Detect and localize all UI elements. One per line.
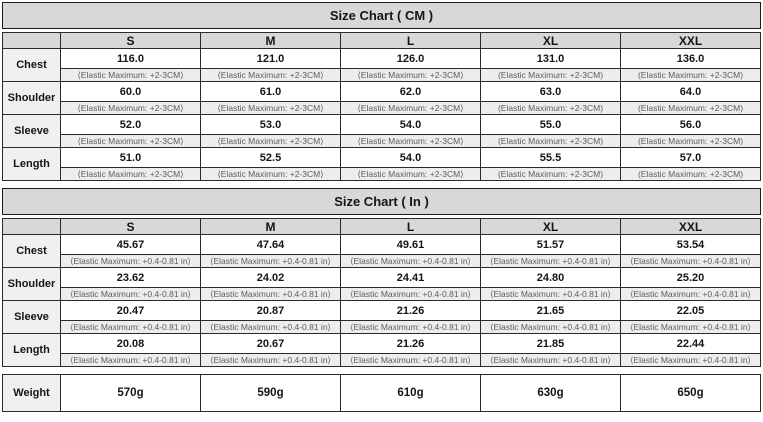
table-row-length — [3, 148, 761, 168]
note-row-shoulder — [3, 288, 761, 301]
elastic-note: ⟨Elastic Maximum: +0.4-0.81 in⟩ — [61, 255, 201, 268]
note-row-chest — [3, 255, 761, 268]
elastic-note: ⟨Elastic Maximum: +2-3CM⟩ — [61, 168, 201, 181]
value-cell: 24.80 — [481, 268, 621, 288]
elastic-note: (Elastic Maximum: +2-3CM) — [481, 135, 621, 148]
weight-value: 630g — [481, 375, 621, 412]
size-header-row — [3, 33, 761, 49]
elastic-note: ⟨Elastic Maximum: +0.4-0.81 in⟩ — [481, 354, 621, 367]
value-cell: 53.54 — [621, 235, 761, 255]
elastic-note: ⟨Elastic Maximum: +0.4-0.81 in⟩ — [201, 288, 341, 301]
elastic-note: ⟨Elastic Maximum: +0.4-0.81 in⟩ — [621, 321, 761, 334]
value-cell: 52.0 — [61, 115, 201, 135]
value-cell: 53.0 — [201, 115, 341, 135]
table-row-length — [3, 334, 761, 354]
elastic-note: ⟨Elastic Maximum: +0.4-0.81 in⟩ — [61, 354, 201, 367]
elastic-note: (Elastic Maximum: +2-3CM) — [481, 69, 621, 82]
elastic-note: ⟨Elastic Maximum: +0.4-0.81 in⟩ — [201, 354, 341, 367]
elastic-note: ⟨Elastic Maximum: +0.4-0.81 in⟩ — [61, 321, 201, 334]
value-cell: 49.61 — [341, 235, 481, 255]
row-label-chest: Chest — [3, 235, 61, 268]
value-cell: 55.0 — [481, 115, 621, 135]
elastic-note: (Elastic Maximum: +2-3CM) — [481, 168, 621, 181]
elastic-note: ⟨Elastic Maximum: +0.4-0.81 in⟩ — [201, 321, 341, 334]
weight-value: 610g — [341, 375, 481, 412]
weight-value: 590g — [201, 375, 341, 412]
elastic-note: ⟨Elastic Maximum: +2-3CM⟩ — [341, 135, 481, 148]
elastic-note: ⟨Elastic Maximum: +2-3CM⟩ — [201, 102, 341, 115]
elastic-note: (Elastic Maximum: +2-3CM) — [621, 168, 761, 181]
weight-value: 650g — [621, 375, 761, 412]
value-cell: 55.5 — [481, 148, 621, 168]
value-cell: 61.0 — [201, 82, 341, 102]
elastic-note: ⟨Elastic Maximum: +2-3CM⟩ — [61, 102, 201, 115]
elastic-note: ⟨Elastic Maximum: +2-3CM⟩ — [341, 69, 481, 82]
weight-value: 570g — [61, 375, 201, 412]
size-header-s: S — [61, 33, 201, 49]
note-row-length — [3, 354, 761, 367]
elastic-note: ⟨Elastic Maximum: +2-3CM⟩ — [341, 168, 481, 181]
value-cell: 51.0 — [61, 148, 201, 168]
value-cell: 47.64 — [201, 235, 341, 255]
value-cell: 51.57 — [481, 235, 621, 255]
value-cell: 21.26 — [341, 301, 481, 321]
size-header-xl: XL — [481, 219, 621, 235]
value-cell: 20.08 — [61, 334, 201, 354]
size-header-m: M — [201, 33, 341, 49]
value-cell: 131.0 — [481, 49, 621, 69]
value-cell: 24.41 — [341, 268, 481, 288]
row-label-shoulder: Shoulder — [3, 82, 61, 115]
table-row-shoulder — [3, 268, 761, 288]
value-cell: 64.0 — [621, 82, 761, 102]
size-header-l: L — [341, 33, 481, 49]
elastic-note: (Elastic Maximum: +2-3CM) — [621, 102, 761, 115]
weight-table — [2, 374, 761, 412]
table-row-sleeve — [3, 115, 761, 135]
elastic-note: ⟨Elastic Maximum: +0.4-0.81 in⟩ — [341, 354, 481, 367]
size-chart-cm-table — [2, 32, 761, 181]
value-cell: 63.0 — [481, 82, 621, 102]
note-row-length — [3, 168, 761, 181]
value-cell: 57.0 — [621, 148, 761, 168]
value-cell: 54.0 — [341, 148, 481, 168]
size-header-l: L — [341, 219, 481, 235]
size-chart-in-title: Size Chart ( In ) — [2, 188, 761, 215]
value-cell: 45.67 — [61, 235, 201, 255]
elastic-note: ⟨Elastic Maximum: +0.4-0.81 in⟩ — [621, 354, 761, 367]
elastic-note: ⟨Elastic Maximum: +2-3CM⟩ — [61, 135, 201, 148]
value-cell: 21.85 — [481, 334, 621, 354]
size-header-m: M — [201, 219, 341, 235]
elastic-note: ⟨Elastic Maximum: +0.4-0.81 in⟩ — [481, 288, 621, 301]
row-label-sleeve: Sleeve — [3, 115, 61, 148]
row-label-sleeve: Sleeve — [3, 301, 61, 334]
elastic-note: ⟨Elastic Maximum: +0.4-0.81 in⟩ — [341, 321, 481, 334]
elastic-note: (Elastic Maximum: +2-3CM) — [481, 102, 621, 115]
elastic-note: ⟨Elastic Maximum: +0.4-0.81 in⟩ — [341, 288, 481, 301]
size-chart-in-section — [2, 188, 761, 367]
elastic-note: ⟨Elastic Maximum: +0.4-0.81 in⟩ — [201, 255, 341, 268]
elastic-note: ⟨Elastic Maximum: +0.4-0.81 in⟩ — [61, 288, 201, 301]
row-label-length: Length — [3, 148, 61, 181]
row-label-shoulder: Shoulder — [3, 268, 61, 301]
elastic-note: ⟨Elastic Maximum: +2-3CM⟩ — [61, 69, 201, 82]
weight-row — [3, 375, 761, 412]
value-cell: 21.65 — [481, 301, 621, 321]
corner-cell — [3, 33, 61, 49]
weight-section — [2, 374, 761, 412]
elastic-note: ⟨Elastic Maximum: +2-3CM⟩ — [201, 168, 341, 181]
elastic-note: ⟨Elastic Maximum: +2-3CM⟩ — [201, 135, 341, 148]
value-cell: 22.44 — [621, 334, 761, 354]
note-row-shoulder — [3, 102, 761, 115]
value-cell: 56.0 — [621, 115, 761, 135]
value-cell: 52.5 — [201, 148, 341, 168]
size-chart-cm-section — [2, 0, 761, 181]
value-cell: 20.87 — [201, 301, 341, 321]
elastic-note: ⟨Elastic Maximum: +2-3CM⟩ — [201, 69, 341, 82]
row-label-weight: Weight — [3, 375, 61, 412]
elastic-note: ⟨Elastic Maximum: +0.4-0.81 in⟩ — [621, 255, 761, 268]
elastic-note: ⟨Elastic Maximum: +0.4-0.81 in⟩ — [481, 255, 621, 268]
value-cell: 22.05 — [621, 301, 761, 321]
size-header-xxl: XXL — [621, 219, 761, 235]
table-row-chest — [3, 235, 761, 255]
value-cell: 62.0 — [341, 82, 481, 102]
size-chart-in-table — [2, 218, 761, 367]
size-header-xxl: XXL — [621, 33, 761, 49]
elastic-note: (Elastic Maximum: +2-3CM) — [621, 69, 761, 82]
note-row-chest — [3, 69, 761, 82]
table-row-sleeve — [3, 301, 761, 321]
elastic-note: ⟨Elastic Maximum: +0.4-0.81 in⟩ — [621, 288, 761, 301]
table-row-shoulder — [3, 82, 761, 102]
corner-cell — [3, 219, 61, 235]
size-header-s: S — [61, 219, 201, 235]
table-row-chest — [3, 49, 761, 69]
value-cell: 121.0 — [201, 49, 341, 69]
elastic-note: (Elastic Maximum: +2-3CM) — [621, 135, 761, 148]
value-cell: 116.0 — [61, 49, 201, 69]
value-cell: 54.0 — [341, 115, 481, 135]
value-cell: 23.62 — [61, 268, 201, 288]
note-row-sleeve — [3, 135, 761, 148]
size-header-row — [3, 219, 761, 235]
row-label-length: Length — [3, 334, 61, 367]
elastic-note: ⟨Elastic Maximum: +0.4-0.81 in⟩ — [481, 321, 621, 334]
elastic-note: ⟨Elastic Maximum: +2-3CM⟩ — [341, 102, 481, 115]
value-cell: 25.20 — [621, 268, 761, 288]
value-cell: 20.67 — [201, 334, 341, 354]
value-cell: 21.26 — [341, 334, 481, 354]
value-cell: 24.02 — [201, 268, 341, 288]
value-cell: 20.47 — [61, 301, 201, 321]
size-header-xl: XL — [481, 33, 621, 49]
value-cell: 136.0 — [621, 49, 761, 69]
elastic-note: ⟨Elastic Maximum: +0.4-0.81 in⟩ — [341, 255, 481, 268]
note-row-sleeve — [3, 321, 761, 334]
size-chart-cm-title: Size Chart ( CM ) — [2, 2, 761, 29]
value-cell: 60.0 — [61, 82, 201, 102]
row-label-chest: Chest — [3, 49, 61, 82]
value-cell: 126.0 — [341, 49, 481, 69]
